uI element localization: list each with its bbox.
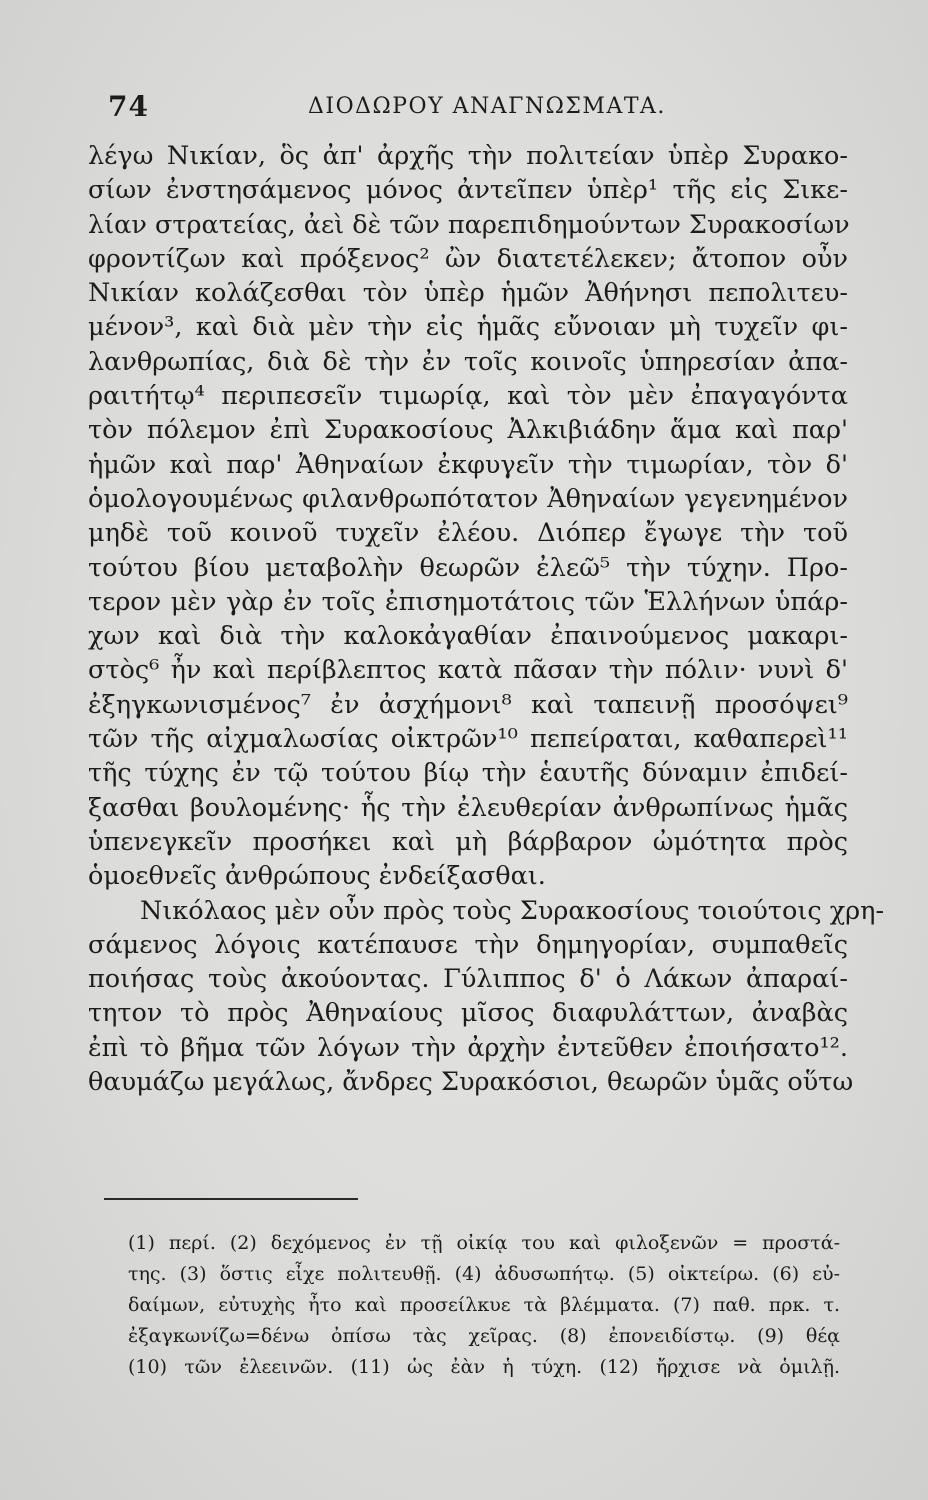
body-line: μένον³, καὶ διὰ μὲν τὴν εἰς ἡμᾶς εὔνοιαν μὴ τυχεῖν φι- bbox=[88, 312, 848, 343]
body-line: τῆς τύχης ἐν τῷ τούτου βίῳ τὴν ἑαυτῆς δύναμιν ἐπιδεί- bbox=[88, 758, 848, 789]
body-line: ὁμολογουμένως φιλανθρωπότατον Ἀθηναίων γεγενημένον bbox=[88, 483, 848, 514]
footnotes bbox=[128, 1228, 840, 1383]
body-line: φροντίζων καὶ πρόξενος² ὢν διατετέλεκεν; ἄτοπον οὖν bbox=[88, 243, 848, 274]
running-title: ΔΙΟΔΩΡΟΥ ΑΝΑΓΝΩΣΜΑΤΑ. bbox=[308, 94, 666, 119]
body-line: τερον μὲν γὰρ ἐν τοῖς ἐπισημοτάτοις τῶν Ἑλλήνων ὑπάρ- bbox=[88, 586, 848, 617]
body-line: λίαν στρατείας, ἀεὶ δὲ τῶν παρεπιδημούντων Συρακοσίων bbox=[88, 209, 850, 240]
body-line: Νικίαν κολάζεσθαι τὸν ὑπὲρ ἡμῶν Ἀθήνησι πεπολιτευ- bbox=[88, 278, 848, 309]
footnote-line: ἐξαγκωνίζω=δένω ὀπίσω τὰς χεῖρας. (8) ἐπονειδίστῳ. (9) θέᾳ bbox=[128, 1325, 840, 1347]
page-header bbox=[108, 90, 856, 130]
paragraph-start-line: Νικόλαος μὲν οὖν πρὸς τοὺς Συρακοσίους τοιούτοις χρη- bbox=[140, 895, 885, 926]
footnote-divider bbox=[104, 1198, 358, 1200]
body-line: ραιτήτῳ⁴ περιπεσεῖν τιμωρίᾳ, καὶ τὸν μὲν ἐπαγαγόντα bbox=[88, 381, 848, 412]
body-line: ὑπενεγκεῖν προσήκει καὶ μὴ βάρβαρον ὠμότητα πρὸς bbox=[88, 826, 848, 857]
body-line: λέγω Νικίαν, ὃς ἀπ' ἀρχῆς τὴν πολιτείαν ὑπὲρ Συρακο- bbox=[88, 141, 848, 171]
body-line: ὁμοεθνεῖς ἀνθρώπους ἐνδείξασθαι. bbox=[88, 861, 546, 892]
body-line: ἐπὶ τὸ βῆμα τῶν λόγων τὴν ἀρχὴν ἐντεῦθεν ἐποιήσατο¹². bbox=[88, 1032, 848, 1063]
body-line: θαυμάζω μεγάλως, ἄνδρες Συρακόσιοι, θεωρῶν ὑμᾶς οὕτω bbox=[88, 1067, 854, 1098]
body-line: στὸς⁶ ἦν καὶ περίβλεπτος κατὰ πᾶσαν τὴν πόλιν· νυνὶ δ' bbox=[88, 655, 848, 686]
body-line: σάμενος λόγοις κατέπαυσε τὴν δημηγορίαν, συμπαθεῖς bbox=[88, 929, 848, 960]
body-line: τὸν πόλεμον ἐπὶ Συρακοσίους Ἀλκιβιάδην ἅμα καὶ παρ' bbox=[88, 415, 848, 446]
body-line: ἐξηγκωνισμένος⁷ ἐν ἀσχήμονι⁸ καὶ ταπεινῇ προσόψει⁹ bbox=[88, 689, 848, 720]
body-line: τῶν τῆς αἰχμαλωσίας οἰκτρῶν¹⁰ πεπείραται, καθαπερεὶ¹¹ bbox=[88, 724, 848, 755]
body-text bbox=[88, 139, 885, 1099]
body-line: ποιήσας τοὺς ἀκούοντας. Γύλιππος δ' ὁ Λάκων ἀπαραί- bbox=[88, 964, 848, 995]
body-line: μηδὲ τοῦ κοινοῦ τυχεῖν ἐλέου. Διόπερ ἔγωγε τὴν τοῦ bbox=[88, 518, 848, 549]
footnote-line: (10) τῶν ἐλεεινῶν. (11) ὡς ἐὰν ἡ τύχη. (12) ἤρχισε νὰ ὁμιλῇ. bbox=[128, 1356, 840, 1378]
body-line: χων καὶ διὰ τὴν καλοκἀγαθίαν ἐπαινούμενος μακαρι- bbox=[88, 621, 848, 652]
page-number: 74 bbox=[108, 90, 149, 123]
body-line: σίων ἐνστησάμενος μόνος ἀντεῖπεν ὑπὲρ¹ τῆς εἰς Σικε- bbox=[88, 175, 848, 206]
body-line: λανθρωπίας, διὰ δὲ τὴν ἐν τοῖς κοινοῖς ὑπηρεσίαν ἀπα- bbox=[88, 346, 848, 377]
body-line: ἡμῶν καὶ παρ' Ἀθηναίων ἐκφυγεῖν τὴν τιμωρίαν, τὸν δ' bbox=[88, 449, 848, 480]
footnote-line: (1) περί. (2) δεχόμενος ἐν τῇ οἰκίᾳ του καὶ φιλοξενῶν = προστά- bbox=[128, 1232, 840, 1254]
body-line: τούτου βίου μεταβολὴν θεωρῶν ἐλεῶ⁵ τὴν τύχην. Προ- bbox=[88, 552, 848, 583]
body-line: τητον τὸ πρὸς Ἀθηναίους μῖσος διαφυλάττων, ἀναβὰς bbox=[88, 998, 848, 1029]
body-line: ξασθαι βουλομένης· ἧς τὴν ἐλευθερίαν ἀνθρωπίνως ἡμᾶς bbox=[88, 792, 848, 823]
footnote-line: δαίμων, εὐτυχὴς ἦτο καὶ προσείλκυε τὰ βλέμματα. (7) παθ. πρκ. τ. bbox=[128, 1294, 840, 1316]
footnote-line: της. (3) ὅστις εἶχε πολιτευθῇ. (4) ἀδυσωπήτῳ. (5) οἰκτείρω. (6) εὐ- bbox=[128, 1263, 840, 1285]
